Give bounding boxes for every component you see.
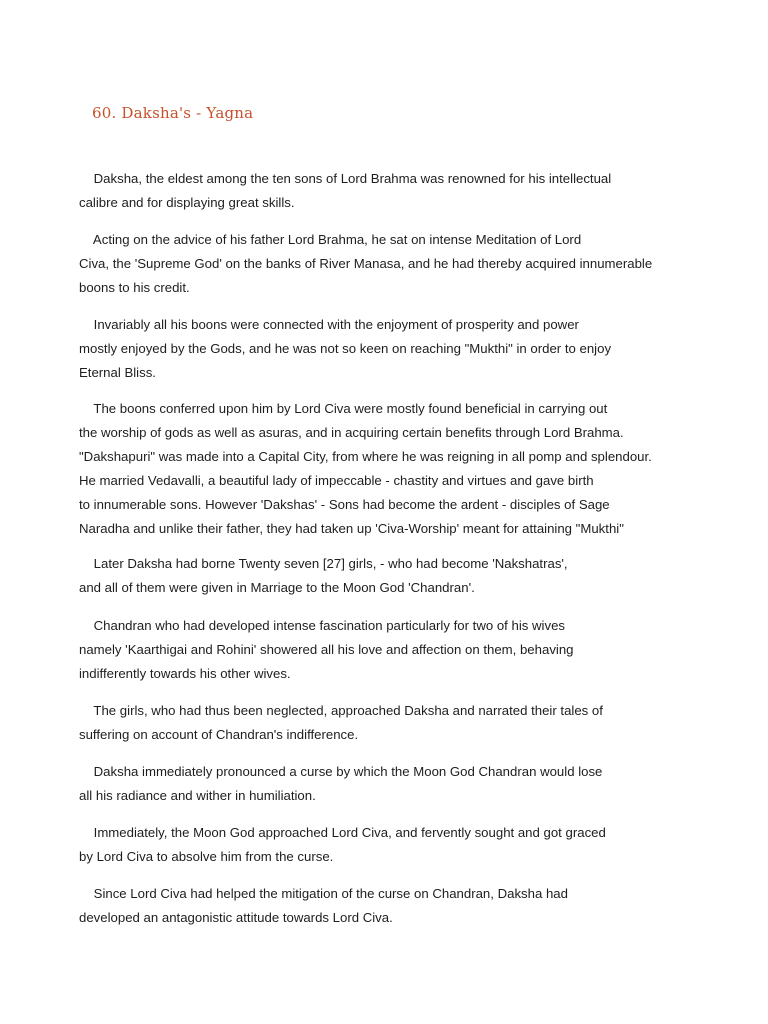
paragraph-line: The boons conferred upon him by Lord Civa were mostly found beneficial in carrying out (79, 401, 608, 416)
paragraph-line: Later Daksha had borne Twenty seven [27] girls, - who had become 'Nakshatras', (79, 556, 568, 571)
paragraph-line: namely 'Kaarthigai and Rohini' showered all his love and affection on them, behaving (79, 642, 574, 657)
paragraph-line: Acting on the advice of his father Lord Brahma, he sat on intense Meditation of Lord (79, 232, 582, 247)
paragraph-9 (79, 821, 606, 869)
chapter-title: 60. Daksha's - Yagna (92, 104, 254, 122)
paragraph-line: Immediately, the Moon God approached Lord Civa, and fervently sought and got graced (79, 825, 606, 840)
paragraph-line: mostly enjoyed by the Gods, and he was not so keen on reaching "Mukthi" in order to enjoy (79, 341, 612, 356)
paragraph-line: "Dakshapuri" was made into a Capital City, from where he was reigning in all pomp and splendour. (79, 449, 652, 464)
paragraph-line: He married Vedavalli, a beautiful lady of impeccable - chastity and virtues and gave birth (79, 473, 594, 488)
paragraph-line: Chandran who had developed intense fascination particularly for two of his wives (79, 618, 566, 633)
paragraph-line: indifferently towards his other wives. (79, 666, 291, 681)
paragraph-line: suffering on account of Chandran's indifference. (79, 727, 359, 742)
paragraph-line: and all of them were given in Marriage to the Moon God 'Chandran'. (79, 580, 475, 595)
paragraph-5 (79, 552, 568, 600)
paragraph-line: Invariably all his boons were connected with the enjoyment of prosperity and power (79, 317, 579, 332)
paragraph-6 (79, 614, 574, 686)
paragraph-line: Daksha immediately pronounced a curse by which the Moon God Chandran would lose (79, 764, 603, 779)
paragraph-line: to innumerable sons. However 'Dakshas' - Sons had become the ardent - disciples of Sage (79, 497, 610, 512)
paragraph-8 (79, 760, 602, 808)
paragraph-3 (79, 313, 611, 385)
paragraph-line: Naradha and unlike their father, they had taken up 'Civa-Worship' meant for attaining "Mukthi" (79, 521, 624, 536)
paragraph-line: The girls, who had thus been neglected, approached Daksha and narrated their tales of (79, 703, 603, 718)
paragraph-line: Daksha, the eldest among the ten sons of Lord Brahma was renowned for his intellectual (79, 171, 612, 186)
paragraph-line: Since Lord Civa had helped the mitigation of the curse on Chandran, Daksha had (79, 886, 568, 901)
paragraph-line: by Lord Civa to absolve him from the curse. (79, 849, 334, 864)
paragraph-7 (79, 699, 603, 747)
paragraph-1 (79, 167, 611, 215)
paragraph-line: calibre and for displaying great skills. (79, 195, 295, 210)
paragraph-line: all his radiance and wither in humiliation. (79, 788, 316, 803)
paragraph-line: the worship of gods as well as asuras, and in acquiring certain benefits through Lord Brahma. (79, 425, 624, 440)
paragraph-line: boons to his credit. (79, 280, 190, 295)
paragraph-line: Civa, the 'Supreme God' on the banks of River Manasa, and he had thereby acquired innumerable (79, 256, 653, 271)
paragraph-line: Eternal Bliss. (79, 365, 156, 380)
paragraph-line: developed an antagonistic attitude towards Lord Civa. (79, 910, 393, 925)
paragraph-4 (79, 397, 652, 541)
paragraph-2 (79, 228, 652, 300)
paragraph-10 (79, 882, 568, 930)
